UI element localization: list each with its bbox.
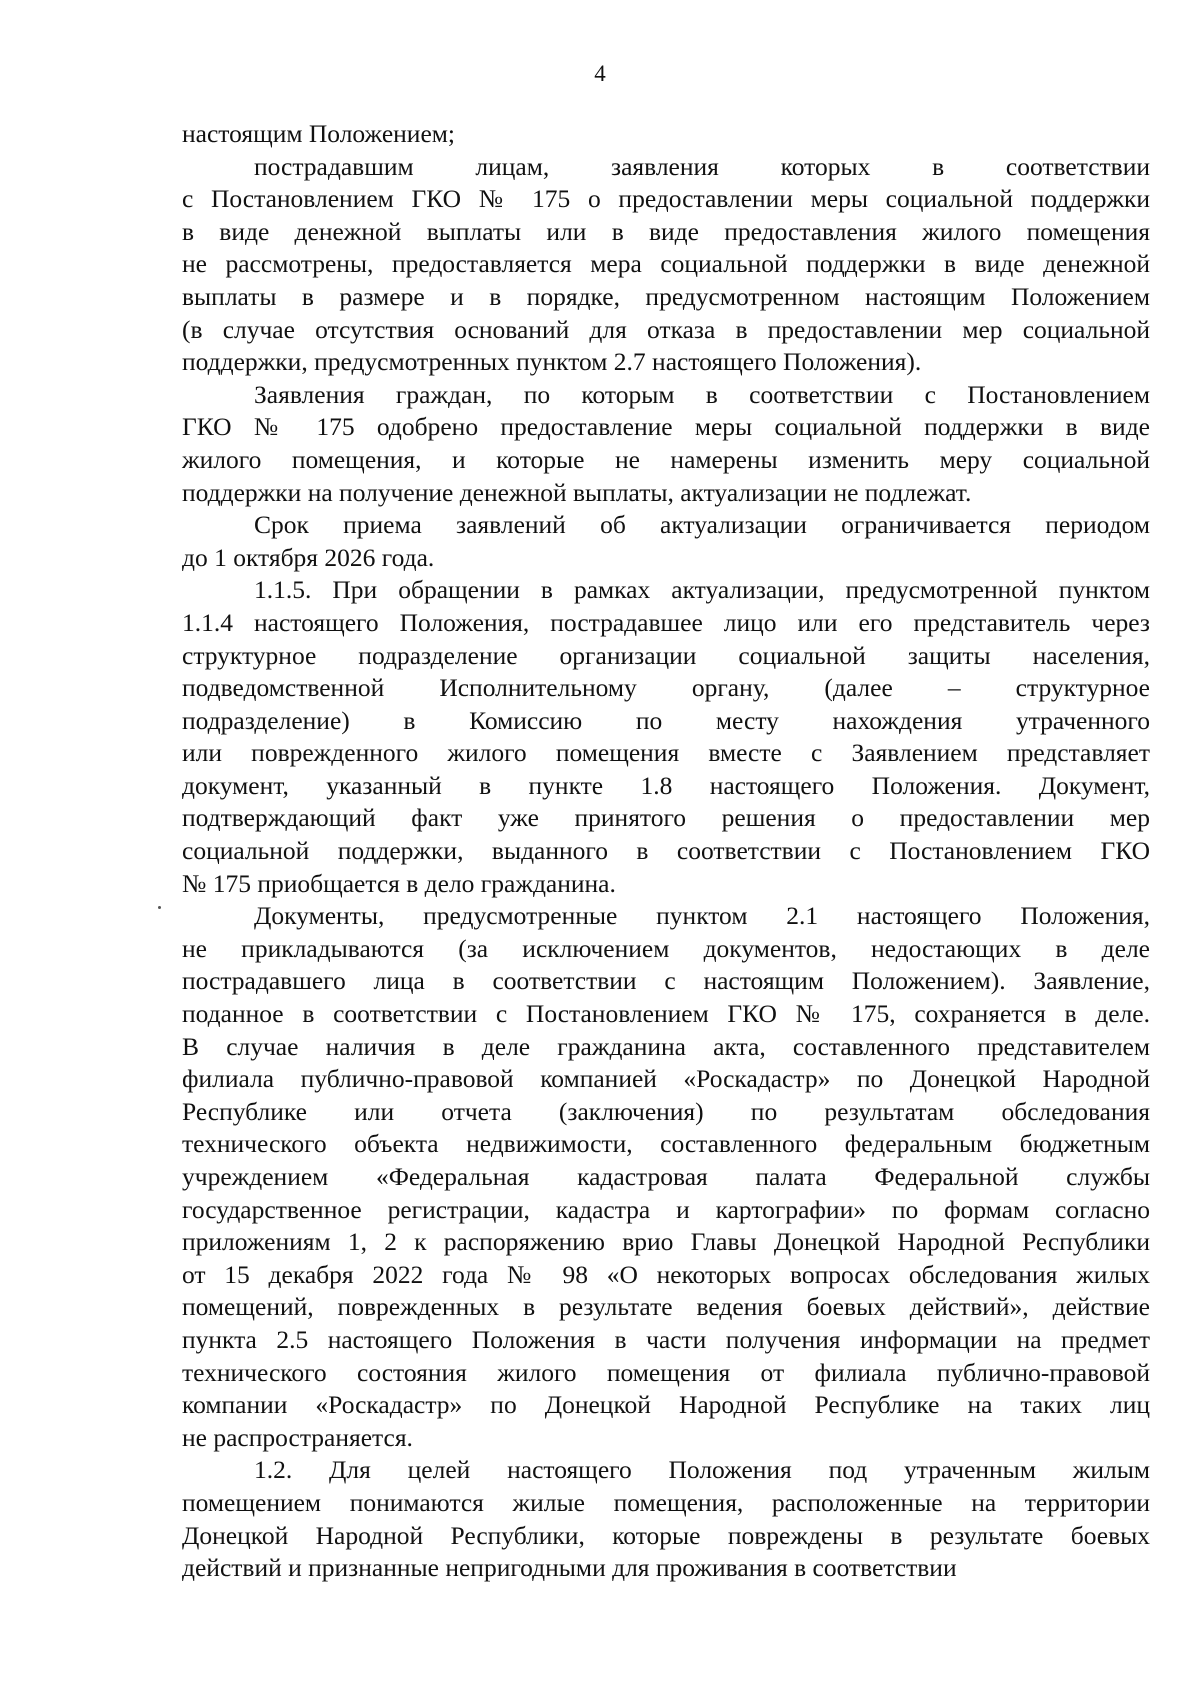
text-line: Срок приема заявлений об актуализации ограничивается периодом: [254, 510, 1150, 540]
text-line: документ, указанный в пункте 1.8 настоящего Положения. Документ,: [182, 770, 1150, 800]
text-line: Донецкой Народной Республики, которые повреждены в результате боевых: [182, 1520, 1150, 1550]
text-line: технического объекта недвижимости, составленного федеральным бюджетным: [182, 1129, 1150, 1159]
page-number: 4: [594, 61, 606, 86]
text-line: 1.1.5. При обращении в рамках актуализации, предусмотренной пунктом: [254, 575, 1150, 605]
text-line: (в случае отсутствия оснований для отказа в предоставлении мер социальной: [182, 314, 1150, 344]
text-line: помещением понимаются жилые помещения, расположенные на территории: [182, 1487, 1150, 1517]
text-line: ГКО № 175 одобрено предоставление меры социальной поддержки в виде: [182, 412, 1150, 442]
text-line: технического состояния жилого помещения от филиала публично-правовой: [182, 1357, 1150, 1387]
text-line: выплаты в размере и в порядке, предусмотренном настоящим Положением: [182, 281, 1150, 311]
text-line: подтверждающий факт уже принятого решения о предоставлении мер: [182, 803, 1150, 833]
text-line: Республике или отчета (заключения) по результатам обследования: [182, 1096, 1150, 1126]
text-line: Документы, предусмотренные пунктом 2.1 настоящего Положения,: [254, 901, 1150, 931]
text-line: поддержки, предусмотренных пунктом 2.7 настоящего Положения).: [182, 347, 922, 377]
text-line: подведомственной Исполнительному органу, (далее – структурное: [182, 673, 1150, 703]
text-line: компании «Роскадастр» по Донецкой Народной Республике на таких лиц: [182, 1390, 1150, 1420]
text-line: поданное в соответствии с Постановлением ГКО № 175, сохраняется в деле.: [182, 999, 1150, 1029]
text-line: государственное регистрации, кадастра и картографии» по формам согласно: [182, 1194, 1150, 1224]
text-line: не прикладываются (за исключением документов, недостающих в деле: [182, 933, 1150, 963]
text-line: в виде денежной выплаты или в виде предоставления жилого помещения: [182, 216, 1150, 246]
text-line: В случае наличия в деле гражданина акта, составленного представителем: [182, 1031, 1150, 1061]
text-line: пострадавшим лицам, заявления которых в соответствии: [254, 151, 1150, 181]
text-line: настоящим Положением;: [182, 119, 455, 148]
text-line: поддержки на получение денежной выплаты, актуализации не подлежат.: [182, 477, 972, 507]
text-line: структурное подразделение организации социальной защиты населения,: [182, 640, 1150, 670]
text-line: пункта 2.5 настоящего Положения в части получения информации на предмет: [182, 1324, 1150, 1354]
text-line: социальной поддержки, выданного в соответствии с Постановлением ГКО: [182, 836, 1150, 866]
text-line: 1.1.4 настоящего Положения, пострадавшее лицо или его представитель через: [182, 607, 1150, 637]
text-line: 1.2. Для целей настоящего Положения под утраченным жилым: [254, 1455, 1150, 1485]
text-line: помещений, поврежденных в результате ведения боевых действий», действие: [182, 1292, 1150, 1322]
text-line: не рассмотрены, предоставляется мера социальной поддержки в виде денежной: [182, 249, 1150, 279]
text-line: или поврежденного жилого помещения вместе с Заявлением представляет: [182, 738, 1150, 768]
text-line: учреждением «Федеральная кадастровая палата Федеральной службы: [182, 1162, 1150, 1191]
text-line: с Постановлением ГКО № 175 о предоставлении меры социальной поддержки: [182, 184, 1150, 214]
text-line: не распространяется.: [182, 1422, 413, 1452]
text-line: до 1 октября 2026 года.: [182, 542, 435, 572]
scan-artifact-dot: [158, 906, 161, 909]
text-line: действий и признанные непригодными для проживания в соответствии: [182, 1553, 957, 1583]
text-line: пострадавшего лица в соответствии с настоящим Положением). Заявление,: [182, 966, 1150, 996]
text-line: филиала публично-правовой компанией «Роскадастр» по Донецкой Народной: [182, 1064, 1150, 1094]
text-line: приложениям 1, 2 к распоряжению врио Главы Донецкой Народной Республики: [182, 1227, 1150, 1257]
text-line: подразделение) в Комиссию по месту нахождения утраченного: [182, 705, 1150, 735]
text-line: от 15 декабря 2022 года № 98 «О некоторых вопросах обследования жилых: [182, 1259, 1150, 1289]
text-line: № 175 приобщается в дело гражданина.: [182, 868, 616, 898]
text-line: жилого помещения, и которые не намерены изменить меру социальной: [182, 444, 1150, 474]
text-line: Заявления граждан, по которым в соответствии с Постановлением: [254, 379, 1150, 409]
document-body: [182, 118, 1150, 1585]
